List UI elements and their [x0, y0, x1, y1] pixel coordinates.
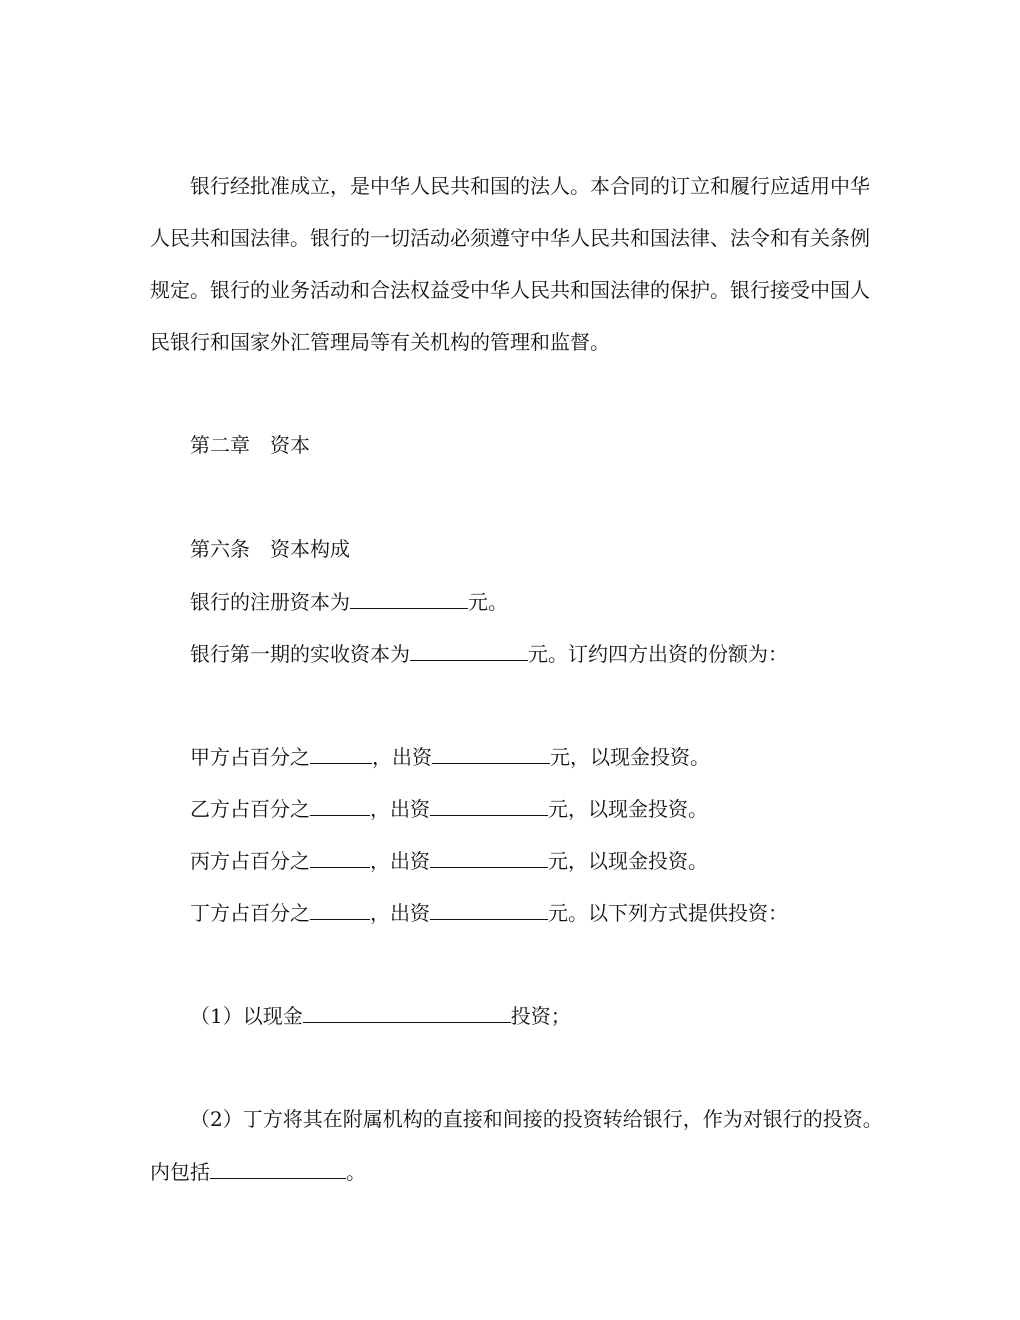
item-2-line: （2）丁方将其在附属机构的直接和间接的投资转给银行，作为对银行的投资。 — [190, 1107, 883, 1131]
item-2-contents-blank[interactable] — [210, 1158, 346, 1179]
party-a-percent-blank[interactable] — [310, 743, 372, 764]
party-b-amount-blank[interactable] — [430, 795, 548, 816]
article-heading — [190, 536, 350, 562]
chapter-heading — [190, 432, 310, 458]
party-a-amount-blank[interactable] — [432, 743, 550, 764]
article-title: 资本构成 — [270, 537, 350, 561]
chapter-title: 资本 — [270, 433, 310, 457]
paragraph-line: 规定。银行的业务活动和合法权益受中华人民共和国法律的保护。银行接受中国人 — [150, 278, 870, 302]
party-d-line: 丁方占百分之 ，出资 元。以下列方式提供投资： — [190, 901, 788, 925]
party-d-amount-blank[interactable] — [430, 899, 548, 920]
chapter-number: 第二章 — [190, 433, 250, 457]
party-a-line: 甲方占百分之 ，出资 元，以现金投资。 — [190, 745, 710, 769]
paid-in-capital-line: 银行第一期的实收资本为 元。订约四方出资的份额为： — [190, 642, 788, 666]
article-number: 第六条 — [190, 537, 250, 561]
party-b-line: 乙方占百分之 ，出资 元，以现金投资。 — [190, 797, 708, 821]
registered-capital-line: 银行的注册资本为 元。 — [190, 590, 508, 614]
paid-in-capital-blank[interactable] — [410, 640, 528, 661]
party-b-percent-blank[interactable] — [310, 795, 370, 816]
paragraph-line: 民银行和国家外汇管理局等有关机构的管理和监督。 — [150, 330, 610, 354]
party-c-line: 丙方占百分之 ，出资 元，以现金投资。 — [190, 849, 708, 873]
item-2-continuation: 内包括 。 — [150, 1160, 366, 1184]
paragraph-line: 银行经批准成立，是中华人民共和国的法人。本合同的订立和履行应适用中华 — [190, 174, 870, 198]
item-1-line: （1）以现金 投资； — [190, 1004, 571, 1028]
party-d-percent-blank[interactable] — [310, 899, 370, 920]
party-c-percent-blank[interactable] — [310, 847, 370, 868]
registered-capital-blank[interactable] — [350, 588, 468, 609]
item-1-cash-blank[interactable] — [303, 1002, 511, 1023]
paragraph-line: 人民共和国法律。银行的一切活动必须遵守中华人民共和国法律、法令和有关条例 — [150, 226, 870, 250]
party-c-amount-blank[interactable] — [430, 847, 548, 868]
